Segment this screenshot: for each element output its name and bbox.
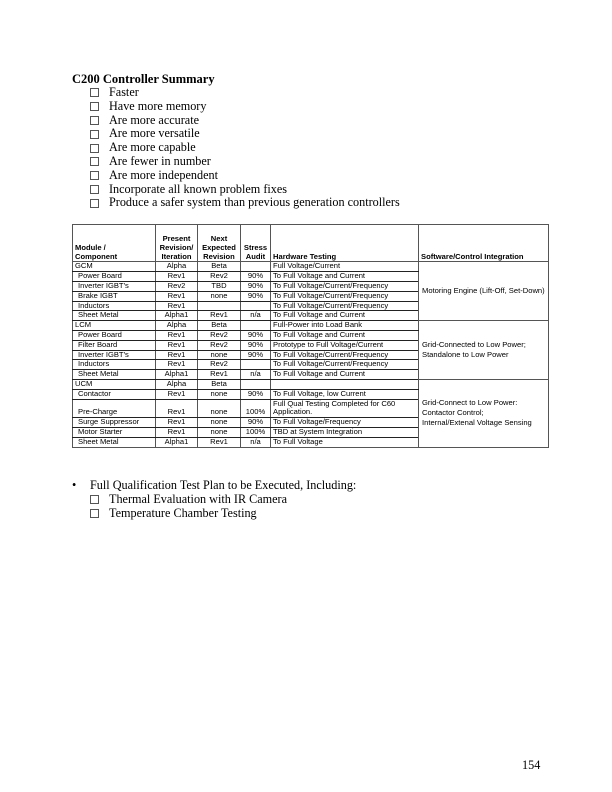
list-item-text: Are fewer in number	[109, 153, 211, 168]
list-item	[90, 155, 400, 169]
bullet-text: Full Qualification Test Plan to be Executed, Including:	[90, 478, 357, 492]
cell-hardware	[271, 379, 419, 389]
cell-component: Inverter IGBT's	[73, 350, 156, 360]
cell-component: Filter Board	[73, 340, 156, 350]
cell-next	[198, 301, 241, 311]
list-item	[90, 141, 400, 155]
cell-stress: 90%	[241, 281, 271, 291]
cell-next: Rev2	[198, 330, 241, 340]
cell-hardware: Full Qual Testing Completed for C60 Application.	[271, 399, 419, 418]
header-hardware-testing: Hardware Testing	[271, 235, 419, 262]
cell-present: Rev1	[156, 418, 198, 428]
section-title: C200 Controller Summary	[72, 72, 215, 86]
cell-present: Rev1	[156, 427, 198, 437]
summary-checklist	[90, 86, 400, 210]
cell-component: Sheet Metal	[73, 370, 156, 380]
cell-stress: 90%	[241, 340, 271, 350]
cell-stress: n/a	[241, 311, 271, 321]
list-item-text: Produce a safer system than previous generation controllers	[109, 195, 400, 210]
cell-stress: 100%	[241, 399, 271, 418]
checkbox-icon	[90, 157, 99, 166]
cell-present: Rev2	[156, 281, 198, 291]
software-line: Internal/Extenal Voltage Sensing	[422, 418, 532, 428]
table-row	[73, 321, 549, 331]
cell-hardware: To Full Voltage/Current/Frequency	[271, 350, 419, 360]
cell-present: Alpha1	[156, 370, 198, 380]
cell-hardware: Full Voltage/Current	[271, 262, 419, 272]
cell-next: none	[198, 291, 241, 301]
table-row	[73, 379, 549, 389]
cell-hardware: To Full Voltage	[271, 437, 419, 447]
cell-hardware: To Full Voltage/Current/Frequency	[271, 301, 419, 311]
cell-present: Rev1	[156, 301, 198, 311]
list-item	[90, 127, 400, 141]
cell-present: Rev1	[156, 272, 198, 282]
cell-next: none	[198, 389, 241, 399]
cell-present: Rev1	[156, 340, 198, 350]
cell-component: Brake IGBT	[73, 291, 156, 301]
table-header-row	[73, 235, 549, 262]
bullet-icon: •	[72, 478, 77, 492]
checkbox-icon	[90, 102, 99, 111]
cell-hardware: To Full Voltage, low Current	[271, 389, 419, 399]
cell-stress: 90%	[241, 291, 271, 301]
list-item	[90, 196, 400, 210]
list-item-text: Incorporate all known problem fixes	[109, 181, 288, 196]
cell-next: Rev2	[198, 272, 241, 282]
checkbox-icon	[90, 185, 99, 194]
header-stress-audit: Stress Audit	[241, 235, 271, 262]
test-plan-bullet	[72, 478, 356, 493]
cell-component: Power Board	[73, 272, 156, 282]
cell-present: Rev1	[156, 360, 198, 370]
checkbox-icon	[90, 199, 99, 208]
cell-component: UCM	[73, 379, 156, 389]
checkbox-icon	[90, 88, 99, 97]
cell-stress: 90%	[241, 350, 271, 360]
cell-next: Rev2	[198, 340, 241, 350]
list-item	[90, 169, 400, 183]
cell-hardware: To Full Voltage and Current	[271, 330, 419, 340]
cell-stress	[241, 301, 271, 311]
cell-next: none	[198, 350, 241, 360]
list-item	[90, 86, 400, 100]
cell-hardware: Prototype to Full Voltage/Current	[271, 340, 419, 350]
cell-hardware: To Full Voltage/Current/Frequency	[271, 291, 419, 301]
cell-stress	[241, 360, 271, 370]
header-next-revision: Next Expected Revision	[198, 235, 241, 262]
cell-present: Rev1	[156, 399, 198, 418]
cell-next: Rev1	[198, 437, 241, 447]
header-software-integration: Software/Control Integration	[419, 235, 549, 262]
header-module: Module / Component	[73, 235, 156, 262]
software-line: Contactor Control;	[422, 408, 484, 418]
list-item-text: Have more memory	[109, 98, 207, 113]
cell-stress: 90%	[241, 272, 271, 282]
cell-next: Beta	[198, 262, 241, 272]
list-item-text: Are more accurate	[109, 112, 199, 127]
cell-component: Pre-Charge	[73, 399, 156, 418]
cell-present: Rev1	[156, 330, 198, 340]
cell-stress: n/a	[241, 437, 271, 447]
list-item	[90, 100, 400, 114]
cell-component: Inductors	[73, 360, 156, 370]
cell-hardware: To Full Voltage/Current/Frequency	[271, 281, 419, 291]
cell-present: Alpha	[156, 262, 198, 272]
cell-component: GCM	[73, 262, 156, 272]
table-header-spacer	[73, 225, 549, 236]
cell-stress: n/a	[241, 370, 271, 380]
cell-next: Rev1	[198, 370, 241, 380]
cell-stress: 90%	[241, 330, 271, 340]
checkbox-icon	[90, 130, 99, 139]
cell-next: Beta	[198, 321, 241, 331]
cell-present: Alpha1	[156, 311, 198, 321]
cell-stress	[241, 379, 271, 389]
checkbox-icon	[90, 495, 99, 504]
cell-hardware: To Full Voltage and Current	[271, 272, 419, 282]
checkbox-icon	[90, 116, 99, 125]
cell-component: Inverter IGBT's	[73, 281, 156, 291]
cell-stress: 100%	[241, 427, 271, 437]
cell-next: Beta	[198, 379, 241, 389]
checkbox-icon	[90, 144, 99, 153]
cell-software: Grid-Connected to Low Power; Standalone to Low Power	[419, 321, 549, 380]
cell-component: Surge Suppressor	[73, 418, 156, 428]
list-item	[90, 114, 400, 128]
cell-component: Sheet Metal	[73, 311, 156, 321]
software-line: Grid-Connect to Low Power:	[422, 398, 518, 408]
list-item-text: Faster	[109, 85, 139, 99]
cell-stress: 90%	[241, 418, 271, 428]
cell-component: Sheet Metal	[78, 437, 119, 446]
cell-present: Alpha1	[156, 437, 198, 447]
cell-next: none	[198, 427, 241, 437]
list-item	[90, 183, 400, 197]
cell-hardware: To Full Voltage/Current/Frequency	[271, 360, 419, 370]
checkbox-icon	[90, 509, 99, 518]
table-row	[73, 262, 549, 272]
cell-component: LCM	[73, 321, 156, 331]
cell-stress	[241, 321, 271, 331]
list-item-text: Thermal Evaluation with IR Camera	[109, 492, 288, 506]
page-number: 154	[522, 758, 541, 772]
list-item-text: Are more capable	[109, 140, 196, 155]
list-item-text: Temperature Chamber Testing	[109, 506, 257, 520]
cell-component: Power Board	[73, 330, 156, 340]
cell-next: Rev2	[198, 360, 241, 370]
cell-next: TBD	[198, 281, 241, 291]
cell-component: Motor Starter	[73, 427, 156, 437]
controller-status-table	[72, 224, 549, 448]
list-item-text: Are more independent	[109, 167, 218, 182]
cell-hardware: TBD at System Integration	[271, 427, 419, 437]
list-item	[90, 492, 287, 506]
list-item-text: Are more versatile	[109, 126, 200, 141]
cell-present: Rev1	[156, 389, 198, 399]
header-present-revision: Present Revision/ Iteration	[156, 235, 198, 262]
cell-next: none	[198, 418, 241, 428]
cell-hardware: To Full Voltage and Current	[271, 311, 419, 321]
test-plan-sublist	[90, 492, 287, 520]
cell-software: Motoring Engine (Lift-Off, Set-Down)	[419, 262, 549, 321]
cell-stress	[241, 262, 271, 272]
cell-stress: 90%	[241, 389, 271, 399]
cell-component: Contactor	[73, 389, 156, 399]
cell-software	[419, 379, 549, 447]
checkbox-icon	[90, 171, 99, 180]
list-item	[90, 506, 287, 520]
cell-present: Alpha	[156, 321, 198, 331]
cell-present: Rev1	[156, 291, 198, 301]
cell-next: Rev1	[198, 311, 241, 321]
cell-next: none	[198, 399, 241, 418]
cell-hardware: To Full Voltage/Frequency	[271, 418, 419, 428]
cell-component: Inductors	[73, 301, 156, 311]
cell-present: Rev1	[156, 350, 198, 360]
cell-present: Alpha	[156, 379, 198, 389]
cell-hardware: To Full Voltage and Current	[271, 370, 419, 380]
cell-hardware: Full-Power into Load Bank	[271, 321, 419, 331]
